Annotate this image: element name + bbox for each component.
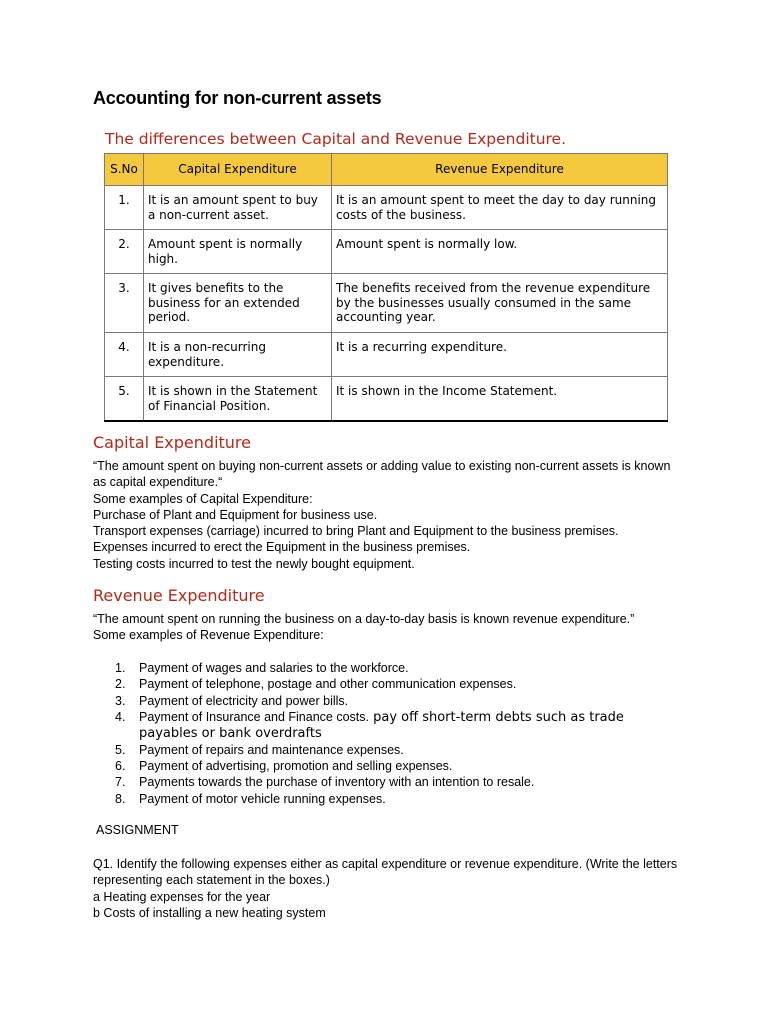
table-header-row (105, 154, 668, 186)
capital-section-text (93, 458, 673, 572)
list-text: Payments towards the purchase of inventory with an intention to resale. (139, 775, 535, 790)
revenue-examples-intro: Some examples of Revenue Expenditure: (93, 628, 324, 643)
list-text: Payment of electricity and power bills. (139, 693, 349, 708)
capital-cell: It gives benefits to the business for an extended period. (144, 274, 332, 333)
list-text: Payment of wages and salaries to the workforce. (139, 661, 409, 675)
header-capital: Capital Expenditure (144, 154, 332, 186)
list-item (93, 742, 673, 758)
row-number: 2. (105, 230, 144, 274)
capital-example: Expenses incurred to erect the Equipment in the business premises. (93, 540, 471, 555)
list-item (93, 660, 673, 676)
list-item (93, 774, 673, 790)
capital-cell: It is a non-recurring expenditure. (144, 333, 332, 377)
capital-example: Transport expenses (carriage) incurred to bring Plant and Equipment to the business premises. (93, 524, 619, 539)
revenue-heading: Revenue Expenditure (93, 586, 265, 605)
revenue-cell: It is an amount spent to meet the day to day running costs of the business. (332, 186, 668, 230)
table-row (105, 377, 668, 422)
list-number: 7. (115, 775, 126, 790)
capital-cell: It is an amount spent to buy a non-current asset. (144, 186, 332, 230)
list-number: 6. (115, 759, 126, 774)
capital-cell: It is shown in the Statement of Financial Position. (144, 377, 332, 422)
row-number: 5. (105, 377, 144, 422)
list-number: 8. (115, 791, 126, 806)
list-number: 2. (115, 677, 126, 692)
list-text: Payment of motor vehicle running expenses. (139, 791, 386, 806)
capital-example: Purchase of Plant and Equipment for business use. (93, 507, 378, 522)
capital-definition: “The amount spent on buying non-current assets or adding value to existing non-current assets is known as capital expenditure.“ (93, 459, 671, 490)
row-number: 4. (105, 333, 144, 377)
header-sno: S.No (105, 154, 144, 186)
list-item (93, 758, 673, 774)
capital-example: Testing costs incurred to test the newly bought equipment. (93, 556, 415, 571)
list-item (93, 791, 673, 807)
list-number: 3. (115, 693, 126, 708)
revenue-definition: “The amount spent on running the business on a day-to-day basis is known revenue expenditure.” (93, 612, 635, 626)
table-row (105, 333, 668, 377)
list-text-extra: pay off short-term debts such as trade payables or bank overdrafts (139, 709, 624, 742)
assignment-item: b Costs of installing a new heating system (93, 905, 326, 920)
list-text: Payment of repairs and maintenance expenses. (139, 742, 404, 757)
table-row (105, 186, 668, 230)
list-item (93, 709, 673, 742)
table-row (105, 230, 668, 274)
list-item (93, 693, 673, 709)
capital-examples-intro: Some examples of Capital Expenditure: (93, 491, 313, 506)
assignment-item: a Heating expenses for the year (93, 889, 271, 904)
revenue-cell: The benefits received from the revenue expenditure by the businesses usually consumed in the same accounting year. (332, 274, 668, 333)
list-item (93, 676, 673, 692)
capital-cell: Amount spent is normally high. (144, 230, 332, 274)
assignment-label: ASSIGNMENT (96, 823, 179, 837)
comparison-table (104, 153, 668, 422)
row-number: 3. (105, 274, 144, 333)
revenue-cell: It is shown in the Income Statement. (332, 377, 668, 422)
row-number: 1. (105, 186, 144, 230)
list-text: Payment of telephone, postage and other communication expenses. (139, 677, 517, 692)
revenue-cell: It is a recurring expenditure. (332, 333, 668, 377)
header-revenue: Revenue Expenditure (332, 154, 668, 186)
page-title: Accounting for non-current assets (93, 88, 382, 108)
assignment-question-block (93, 856, 683, 921)
capital-heading: Capital Expenditure (93, 433, 251, 452)
table-row (105, 274, 668, 333)
revenue-section-text (93, 611, 673, 644)
list-text: Payment of Insurance and Finance costs. (139, 709, 369, 724)
list-number: 5. (115, 742, 126, 757)
list-number: 4. (115, 709, 126, 724)
revenue-examples-list (93, 660, 673, 807)
list-text: Payment of advertising, promotion and selling expenses. (139, 759, 453, 774)
revenue-cell: Amount spent is normally low. (332, 230, 668, 274)
assignment-question: Q1. Identify the following expenses either as capital expenditure or revenue expenditure. (Write the letters representing each statement in the boxes.) (93, 857, 678, 888)
table-title: The differences between Capital and Revenue Expenditure. (105, 130, 567, 148)
list-number: 1. (115, 661, 126, 675)
